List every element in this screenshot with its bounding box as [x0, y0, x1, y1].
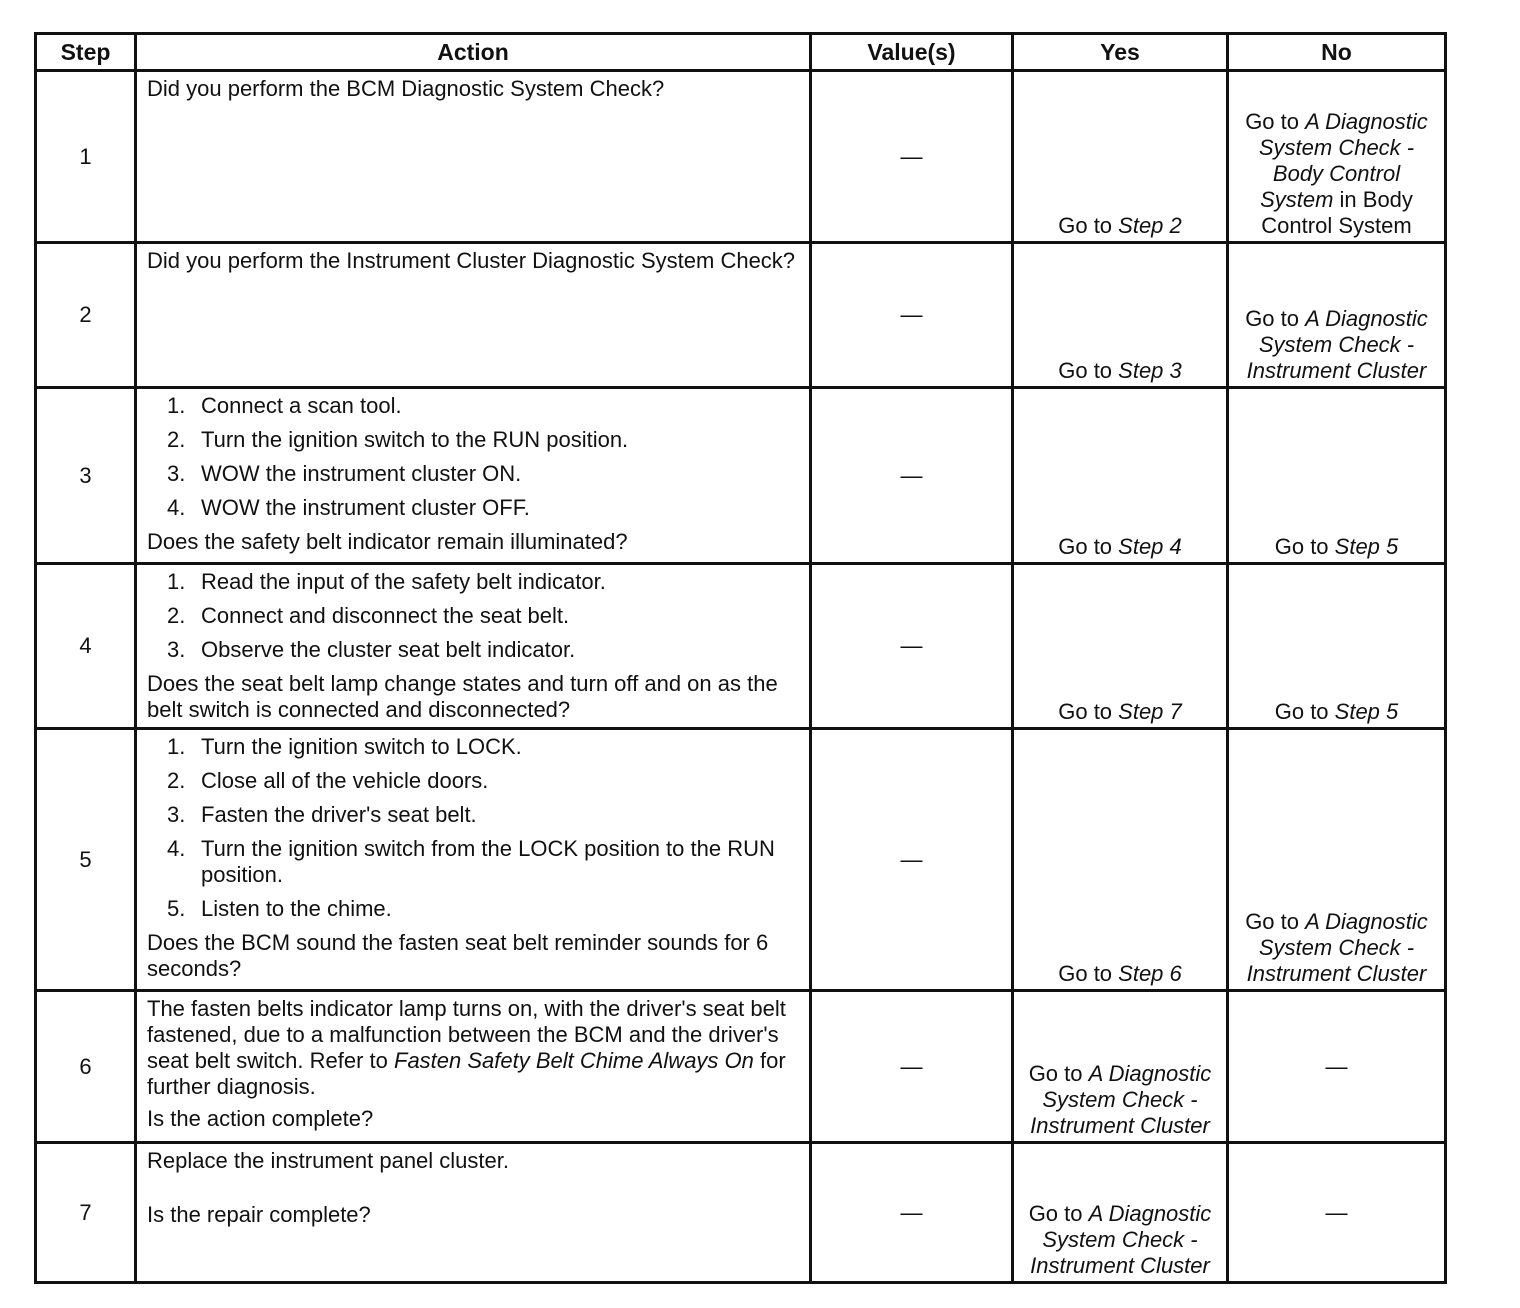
step-number: 4 [36, 564, 136, 729]
no-cell: Go to A Diagnostic System Check - Body Control System in Body Control System [1228, 71, 1446, 243]
header-row [36, 34, 1446, 71]
list-item: 3. WOW the instrument cluster ON. [167, 461, 522, 486]
value-cell: — [811, 991, 1013, 1143]
action-cell [136, 243, 811, 388]
step-number: 5 [36, 729, 136, 991]
no-cell: Go to Step 5 [1228, 564, 1446, 729]
table-row [36, 729, 1446, 991]
action-text: The fasten belts indicator lamp turns on, with the driver's seat belt fastened, due to a malfunction between the BCM and the driver's seat belt switch. Refer to Fasten Safety Belt Chime Always On for further diagnosis. [147, 996, 786, 1099]
header-action: Action [136, 34, 811, 71]
yes-cell: Go to A Diagnostic System Check - Instrument Cluster [1013, 1143, 1228, 1283]
step-reference: Step 3 [1118, 358, 1182, 383]
diagnostic-table [34, 32, 1447, 1284]
table-row [36, 1143, 1446, 1283]
action-steps-list [147, 569, 801, 663]
list-item: 3. Fasten the driver's seat belt. [167, 802, 477, 827]
procedure-reference: A Diagnostic System Check - Instrument Cluster [1246, 909, 1428, 986]
step-number: 3 [36, 388, 136, 564]
table-row [36, 388, 1446, 564]
procedure-reference: Fasten Safety Belt Chime Always On [394, 1048, 754, 1073]
action-question: Did you perform the BCM Diagnostic System Check? [147, 76, 665, 101]
procedure-reference: A Diagnostic System Check - Body Control System [1258, 109, 1428, 212]
action-text: Replace the instrument panel cluster. [147, 1148, 509, 1173]
yes-cell: Go to Step 3 [1013, 243, 1228, 388]
no-cell: — [1228, 991, 1446, 1143]
value-cell: — [811, 1143, 1013, 1283]
header-values: Value(s) [811, 34, 1013, 71]
step-reference: Step 7 [1118, 699, 1182, 724]
action-question: Is the action complete? [147, 1106, 374, 1131]
list-item: 4. Turn the ignition switch from the LOCK position to the RUN position. [167, 836, 775, 887]
action-cell [136, 1143, 811, 1283]
list-item: 2. Turn the ignition switch to the RUN position. [167, 427, 629, 452]
procedure-reference: A Diagnostic System Check - Instrument Cluster [1246, 306, 1428, 383]
yes-cell: Go to Step 2 [1013, 71, 1228, 243]
step-reference: Step 5 [1334, 699, 1399, 724]
yes-cell: Go to Step 4 [1013, 388, 1228, 564]
action-question: Did you perform the Instrument Cluster Diagnostic System Check? [147, 248, 796, 273]
yes-cell: Go to A Diagnostic System Check - Instrument Cluster [1013, 991, 1228, 1143]
action-question: Does the seat belt lamp change states and turn off and on as the belt switch is connected and disconnected? [147, 671, 778, 722]
value-cell: — [811, 729, 1013, 991]
list-item: 4. WOW the instrument cluster OFF. [167, 495, 530, 520]
list-item: 3. Observe the cluster seat belt indicator. [167, 637, 576, 662]
list-item: 2. Connect and disconnect the seat belt. [167, 603, 570, 628]
step-reference: Step 2 [1118, 213, 1182, 238]
list-item: 5. Listen to the chime. [167, 896, 392, 921]
procedure-reference: A Diagnostic System Check - Instrument Cluster [1030, 1201, 1212, 1278]
step-number: 6 [36, 991, 136, 1143]
list-item: 1. Read the input of the safety belt indicator. [167, 569, 606, 594]
action-steps-list [147, 734, 801, 922]
no-cell: — [1228, 1143, 1446, 1283]
list-item: 2. Close all of the vehicle doors. [167, 768, 489, 793]
step-number: 2 [36, 243, 136, 388]
value-cell: — [811, 243, 1013, 388]
action-cell [136, 564, 811, 729]
table-row [36, 564, 1446, 729]
step-reference: Step 4 [1118, 534, 1182, 559]
procedure-reference: A Diagnostic System Check - Instrument Cluster [1030, 1061, 1212, 1138]
list-item: 1. Connect a scan tool. [167, 393, 402, 418]
no-cell: Go to A Diagnostic System Check - Instrument Cluster [1228, 729, 1446, 991]
table-row [36, 71, 1446, 243]
value-cell: — [811, 388, 1013, 564]
no-cell: Go to Step 5 [1228, 388, 1446, 564]
table-row [36, 991, 1446, 1143]
header-step: Step [36, 34, 136, 71]
step-number: 7 [36, 1143, 136, 1283]
action-cell [136, 991, 811, 1143]
action-question: Is the repair complete? [147, 1202, 371, 1227]
step-reference: Step 6 [1118, 961, 1182, 986]
action-question: Does the BCM sound the fasten seat belt reminder sounds for 6 seconds? [147, 930, 769, 981]
header-no: No [1228, 34, 1446, 71]
yes-cell: Go to Step 6 [1013, 729, 1228, 991]
step-reference: Step 5 [1334, 534, 1399, 559]
yes-cell: Go to Step 7 [1013, 564, 1228, 729]
header-yes: Yes [1013, 34, 1228, 71]
table-row [36, 243, 1446, 388]
value-cell: — [811, 564, 1013, 729]
action-steps-list [147, 393, 801, 521]
step-number: 1 [36, 71, 136, 243]
action-question: Does the safety belt indicator remain illuminated? [147, 529, 628, 554]
action-cell [136, 388, 811, 564]
value-cell: — [811, 71, 1013, 243]
no-cell: Go to A Diagnostic System Check - Instrument Cluster [1228, 243, 1446, 388]
list-item: 1. Turn the ignition switch to LOCK. [167, 734, 522, 759]
action-cell [136, 71, 811, 243]
action-cell [136, 729, 811, 991]
